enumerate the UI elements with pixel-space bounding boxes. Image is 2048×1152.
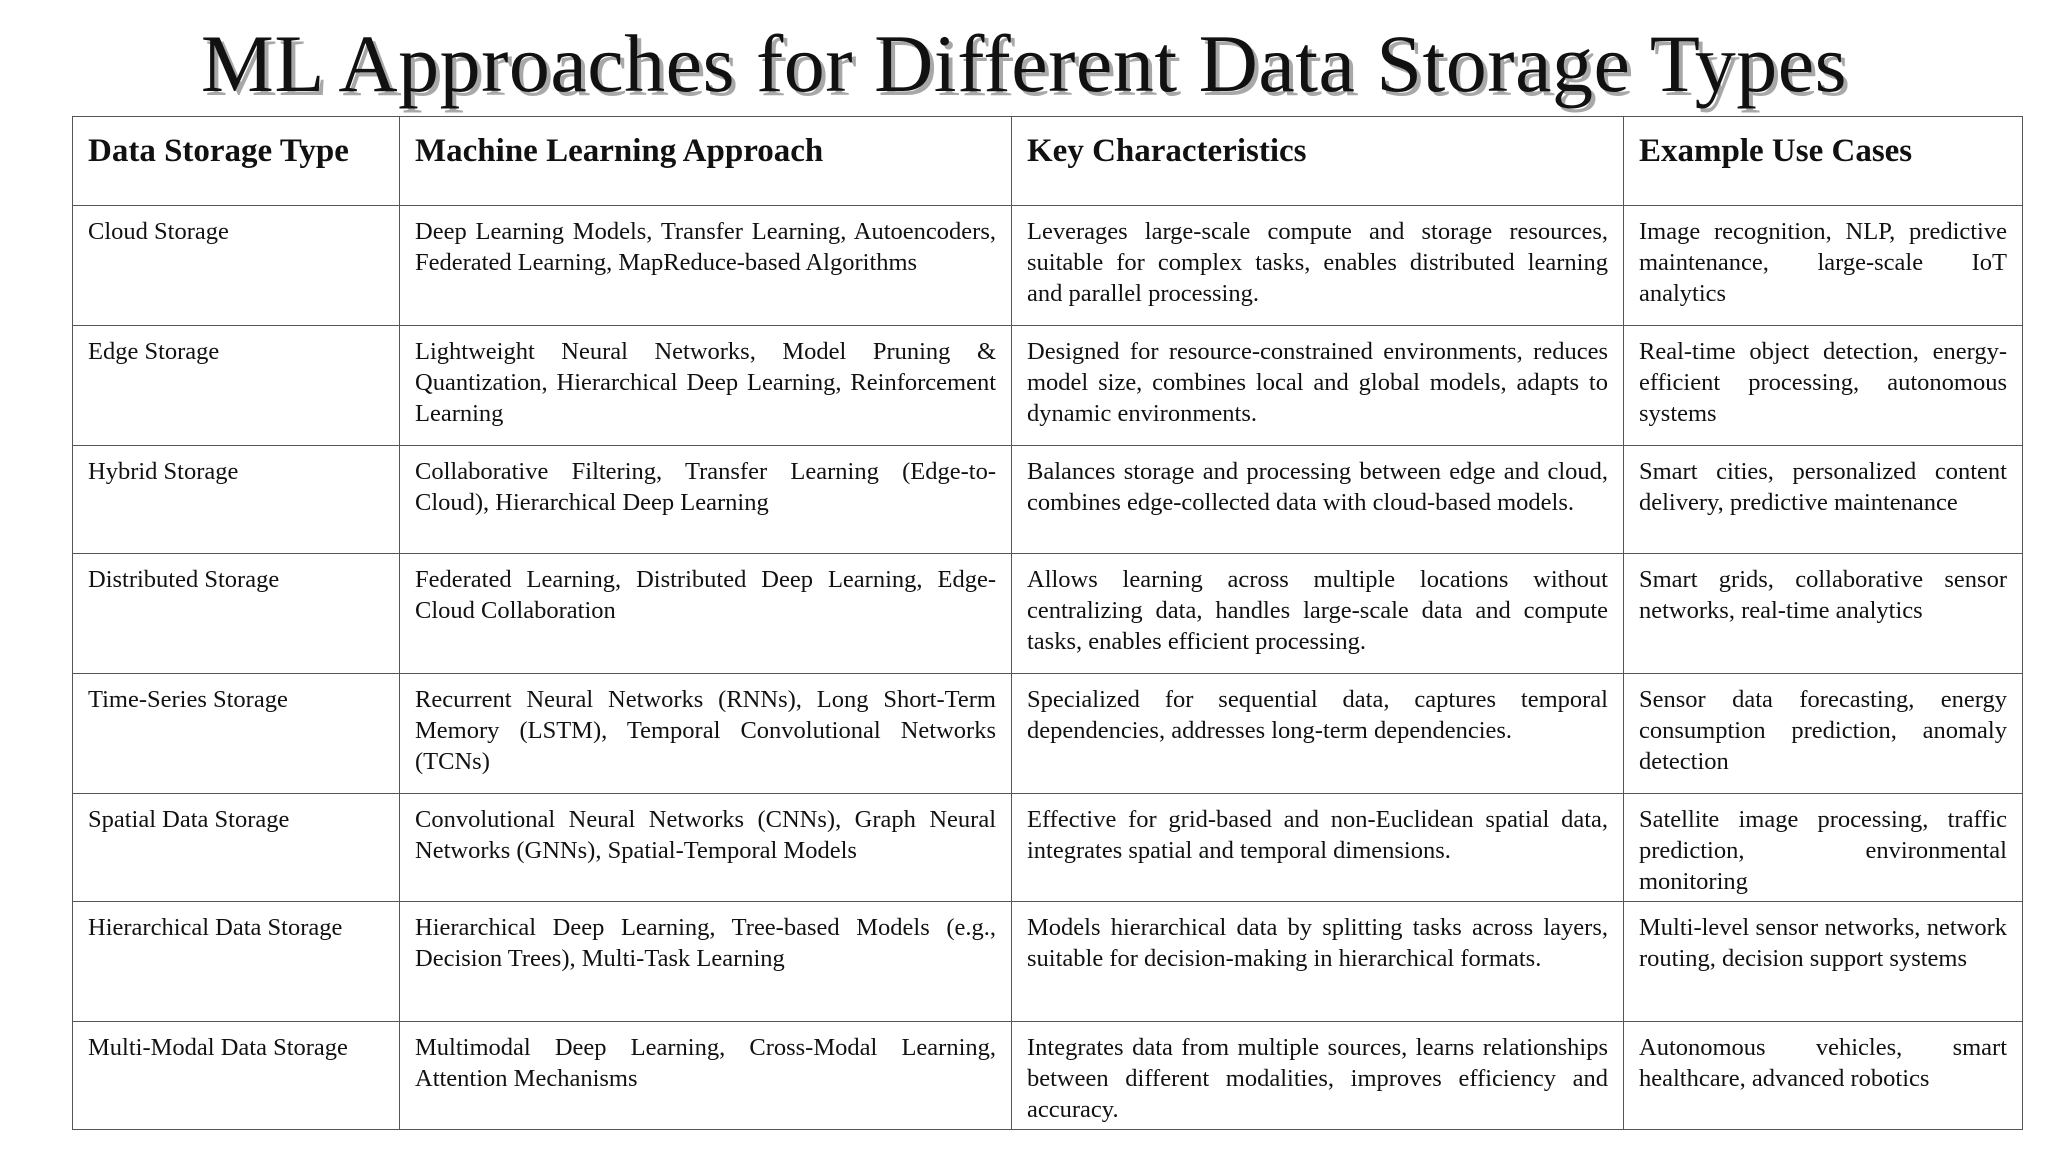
table-row: [73, 554, 2023, 674]
key-characteristics-cell: Integrates data from multiple sources, learns relationships between different modalities, improves efficiency and accuracy.: [1012, 1022, 1624, 1130]
table-row: [73, 674, 2023, 794]
page-title: ML Approaches for Different Data Storage Types: [200, 18, 1848, 109]
use-cases-cell: Autonomous vehicles, smart healthcare, advanced robotics: [1624, 1022, 2023, 1130]
ml-approach-cell: Multimodal Deep Learning, Cross-Modal Learning, Attention Mechanisms: [400, 1022, 1012, 1130]
storage-type-cell: Edge Storage: [73, 326, 400, 446]
key-characteristics-cell: Allows learning across multiple locations without centralizing data, handles large-scale data and compute tasks, enables efficient processing.: [1012, 554, 1624, 674]
storage-type-cell: Distributed Storage: [73, 554, 400, 674]
column-header-storage-type: Data Storage Type: [73, 117, 400, 206]
table-row: [73, 326, 2023, 446]
column-header-example-use-cases: Example Use Cases: [1624, 117, 2023, 206]
storage-type-cell: Multi-Modal Data Storage: [73, 1022, 400, 1130]
storage-type-cell: Hierarchical Data Storage: [73, 902, 400, 1022]
key-characteristics-cell: Balances storage and processing between edge and cloud, combines edge-collected data with cloud-based models.: [1012, 446, 1624, 554]
ml-approach-cell: Federated Learning, Distributed Deep Learning, Edge-Cloud Collaboration: [400, 554, 1012, 674]
storage-type-cell: Cloud Storage: [73, 206, 400, 326]
ml-approach-cell: Deep Learning Models, Transfer Learning, Autoencoders, Federated Learning, MapReduce-based Algorithms: [400, 206, 1012, 326]
use-cases-cell: Real-time object detection, energy-efficient processing, autonomous systems: [1624, 326, 2023, 446]
ml-approach-cell: Convolutional Neural Networks (CNNs), Graph Neural Networks (GNNs), Spatial-Temporal Models: [400, 794, 1012, 902]
use-cases-cell: Image recognition, NLP, predictive maintenance, large-scale IoT analytics: [1624, 206, 2023, 326]
ml-approach-cell: Hierarchical Deep Learning, Tree-based Models (e.g., Decision Trees), Multi-Task Learning: [400, 902, 1012, 1022]
use-cases-cell: Satellite image processing, traffic prediction, environmental monitoring: [1624, 794, 2023, 902]
table-header-row: [73, 117, 2023, 206]
storage-type-cell: Spatial Data Storage: [73, 794, 400, 902]
key-characteristics-cell: Designed for resource-constrained environments, reduces model size, combines local and global models, adapts to dynamic environments.: [1012, 326, 1624, 446]
ml-approach-cell: Collaborative Filtering, Transfer Learning (Edge-to-Cloud), Hierarchical Deep Learning: [400, 446, 1012, 554]
use-cases-cell: Smart cities, personalized content delivery, predictive maintenance: [1624, 446, 2023, 554]
table-row: [73, 206, 2023, 326]
key-characteristics-cell: Effective for grid-based and non-Euclidean spatial data, integrates spatial and temporal dimensions.: [1012, 794, 1624, 902]
key-characteristics-cell: Specialized for sequential data, captures temporal dependencies, addresses long-term dependencies.: [1012, 674, 1624, 794]
storage-type-cell: Hybrid Storage: [73, 446, 400, 554]
storage-type-cell: Time-Series Storage: [73, 674, 400, 794]
table-row: [73, 446, 2023, 554]
storage-ml-table-container: [72, 116, 2022, 1130]
use-cases-cell: Smart grids, collaborative sensor networks, real-time analytics: [1624, 554, 2023, 674]
column-header-ml-approach: Machine Learning Approach: [400, 117, 1012, 206]
ml-approach-cell: Lightweight Neural Networks, Model Pruning & Quantization, Hierarchical Deep Learning, Reinforcement Learning: [400, 326, 1012, 446]
table-row: [73, 902, 2023, 1022]
column-header-key-characteristics: Key Characteristics: [1012, 117, 1624, 206]
table-row: [73, 1022, 2023, 1130]
table-row: [73, 794, 2023, 902]
use-cases-cell: Sensor data forecasting, energy consumption prediction, anomaly detection: [1624, 674, 2023, 794]
storage-ml-table: [72, 116, 2023, 1130]
use-cases-cell: Multi-level sensor networks, network routing, decision support systems: [1624, 902, 2023, 1022]
key-characteristics-cell: Leverages large-scale compute and storage resources, suitable for complex tasks, enables distributed learning and parallel processing.: [1012, 206, 1624, 326]
ml-approach-cell: Recurrent Neural Networks (RNNs), Long Short-Term Memory (LSTM), Temporal Convolutional Networks (TCNs): [400, 674, 1012, 794]
key-characteristics-cell: Models hierarchical data by splitting tasks across layers, suitable for decision-making in hierarchical formats.: [1012, 902, 1624, 1022]
